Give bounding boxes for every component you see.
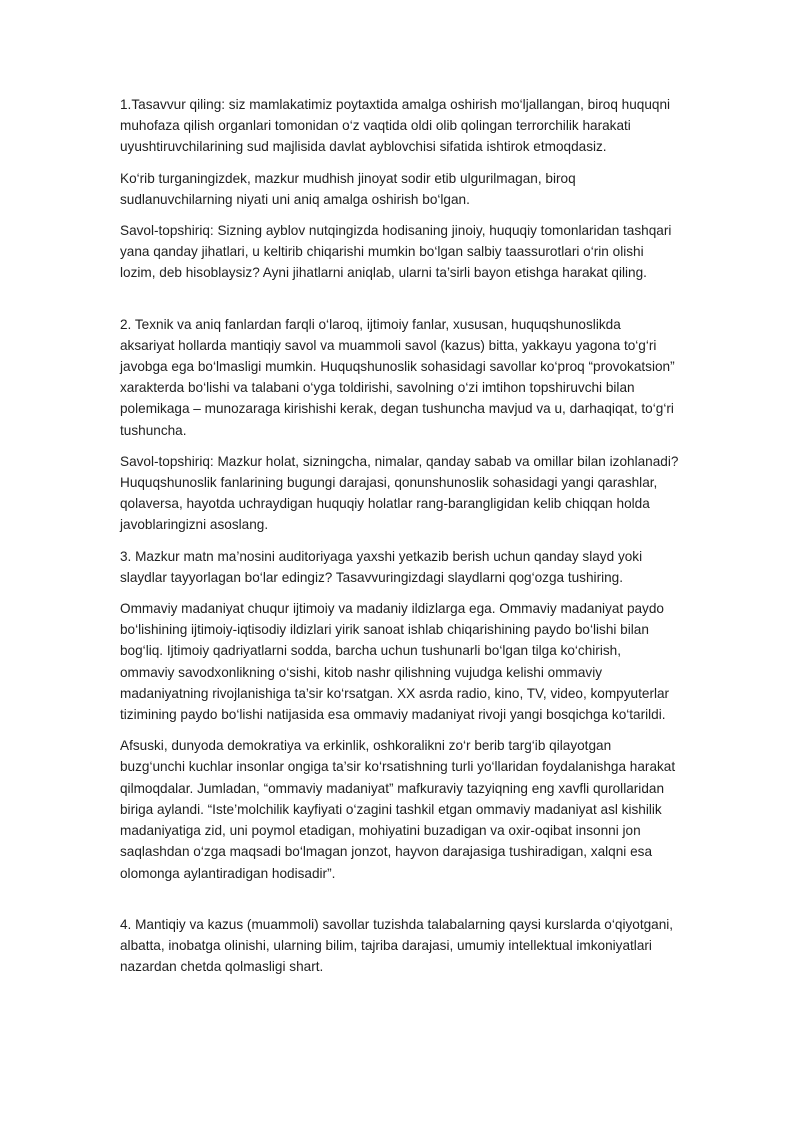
paragraph-mass-culture-1: Ommaviy madaniyat chuqur ijtimoiy va madaniy ildizlarga ega. Ommaviy madaniyat paydo bo‘lishining ijtimoiy-iqtisodiy ildizlari yirik sanoat ishlab chiqarishining paydo bo‘lishi bilan bog‘liq. Ijtimoiy qadriyatlarni sodda, barcha uchun tushunarli bo‘lgan tilga ko‘chirish, ommaviy savodxonlikning o‘sishi, kitob nashr qilishning vujudga kelishi ommaviy madaniyatning rivojlanishiga ta’sir ko‘rsatgan. XX asrda radio, kino, TV, video, kompyuterlar tizimining paydo bo‘lishi natijasida esa ommaviy madaniyat rivoji yangi bosqichga ko‘tarildi.	[120, 601, 670, 723]
paragraph-task-4: 4. Mantiqiy va kazus (muammoli) savollar tuzishda talabalarning qaysi kurslarda o‘qiyotgani, albatta, inobatga olinishi, ularning bilim, tajriba darajasi, umumiy intellektual imkoniyatlari nazardan chetda qolmasligi shart.	[120, 916, 674, 975]
paragraph-task-2-question: Savol-topshiriq: Mazkur holat, sizningcha, nimalar, qanday sabab va omillar bilan izohlanadi? Huquqshunoslik fanlarining bugungi darajasi, qonunshunoslik sohasidagi yangi qarashlar, qolaversa, hayotda uchraydigan huquqiy holatlar rang-barangligidan kelib chiqqan holda javoblaringizni asoslang.	[120, 453, 679, 533]
paragraph-mass-culture-2: Afsuski, dunyoda demokratiya va erkinlik, oshkoralikni zo‘r berib targ‘ib qilayotgan buzg‘unchi kuchlar insonlar ongiga ta’sir ko‘rsatishning turli yo‘llaridan foydalanishga harakat qilmoqdalar. Jumladan, “ommaviy madaniyat” mafkuraviy tazyiqning eng xavfli qurollaridan biriga aylandi. “Iste’molchilik kayfiyati o‘zagini tashkil etgan ommaviy madaniyat asl kishilik madaniyatiga zid, uni poymol etadigan, mohiyatini buzadigan va oxir-oqibat insonni jon saqlashdan o‘zga maqsadi bo‘lmagan jonzot, hayvon darajasiga tushiradigan, xalqni esa olomonga aylantiradigan hodisadir”.	[120, 738, 676, 881]
paragraph-task-1-context: Ko‘rib turganingizdek, mazkur mudhish jinoyat sodir etib ulgurilmagan, biroq sudlanuvchilarning niyati uni aniq amalga oshirish bo‘lgan.	[120, 170, 576, 207]
paragraph-task-3: 3. Mazkur matn ma’nosini auditoriyaga yaxshi yetkazib berish uchun qanday slayd yoki slaydlar tayyorlagan bo‘lar edingiz? Tasavvuringizdagi slaydlarni qog‘ozga tushiring.	[120, 548, 643, 585]
paragraph-task-2: 2. Texnik va aniq fanlardan farqli o‘laroq, ijtimoiy fanlar, xususan, huquqshunoslikda aksariyat hollarda mantiqiy savol va muammoli savol (kazus) bitta, yakkayu yagona to‘g‘ri javobga ega bo‘lmasligi mumkin. Huquqshunoslik sohasidagi savollar ko‘proq “provokatsion” xarakterda bo‘lishi va talabani o‘yga toldirishi, savolning o‘zi imtihon topshiruvchi bilan polemikaga – munozaraga kirishishi kerak, degan tushuncha mavjud va u, darhaqiqat, to‘g‘ri tushuncha.	[120, 316, 675, 438]
document-page	[120, 94, 692, 987]
paragraph-task-1: 1.Tasavvur qiling: siz mamlakatimiz poytaxtida amalga oshirish mo‘ljallangan, biroq huquqni muhofaza qilish organlari tomonidan o‘z vaqtida oldi olib qolingan terrorchilik harakati uyushtiruvchilarining sud majlisida davlat ayblovchisi sifatida ishtirok etmoqdasiz.	[120, 97, 671, 155]
paragraph-task-1-question: Savol-topshiriq: Sizning ayblov nutqingizda hodisaning jinoiy, huquqiy tomonlaridan tashqari yana qanday jihatlari, u keltirib chiqarishi mumkin bo‘lgan salbiy taassurotlari o‘rin olishi lozim, deb hisoblaysiz? Ayni jihatlarni aniqlab, ularni ta’sirli bayon etishga harakat qiling.	[120, 223, 672, 281]
